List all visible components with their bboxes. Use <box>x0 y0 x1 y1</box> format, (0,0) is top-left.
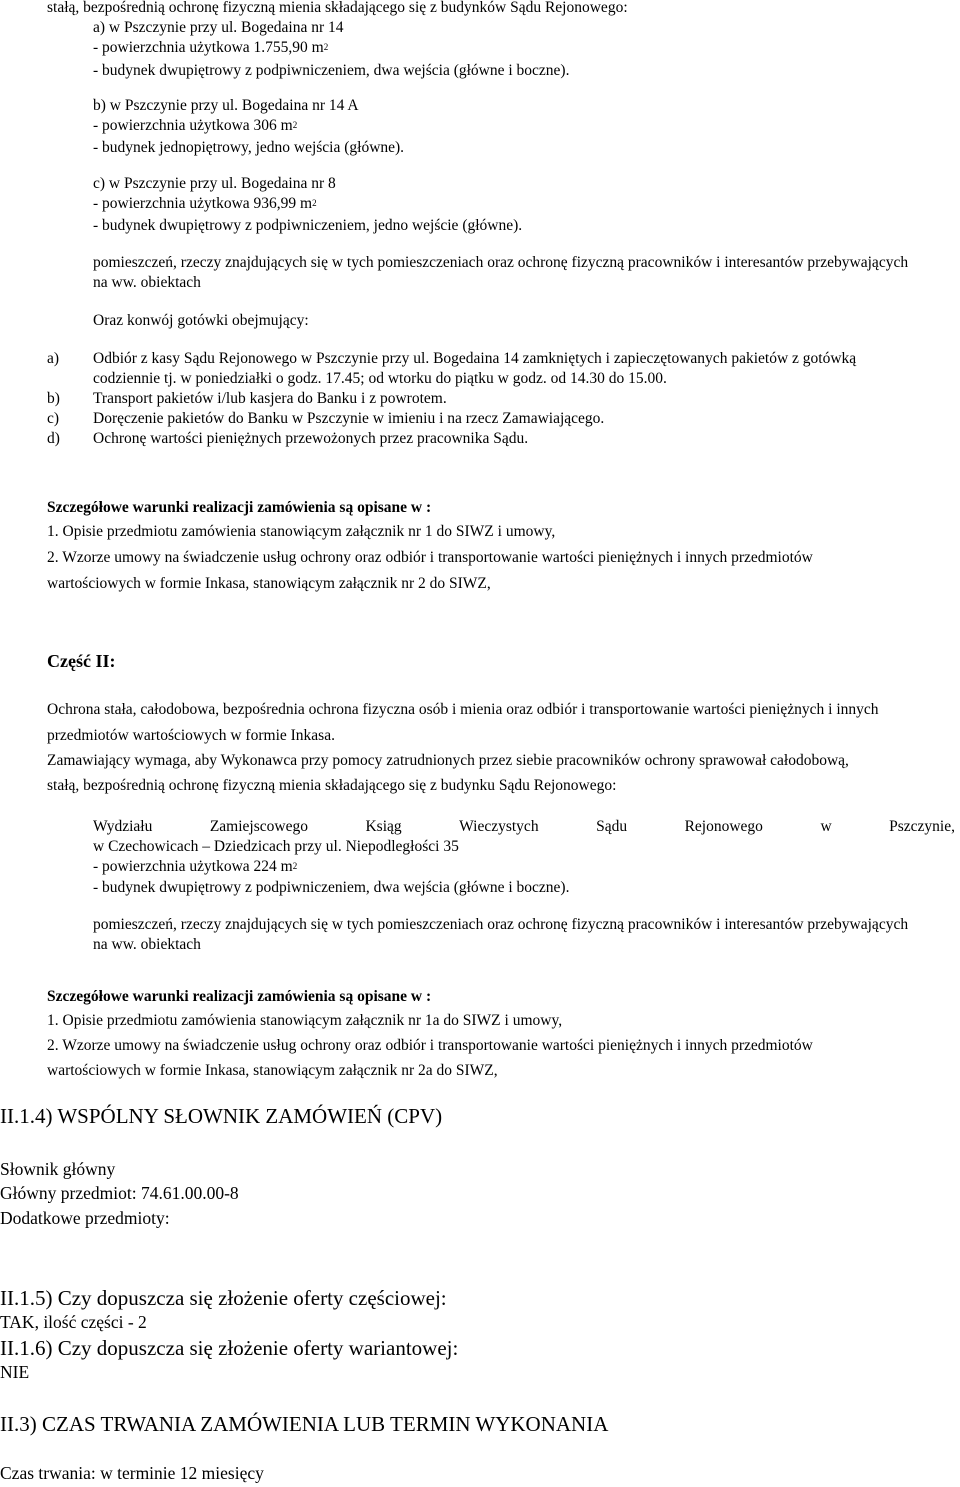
part2-heading: Część II: <box>47 651 116 671</box>
building-a-area: - powierzchnia użytkowa 1.755,90 $m^2$ <box>93 39 329 56</box>
rooms2-line-1: pomieszczeń, rzeczy znajdujących się w tych pomieszczeniach oraz ochronę fizyczną pracowników i interesantów przebywających <box>93 916 909 933</box>
cpv-additional-subjects: Dodatkowe przedmioty: <box>0 1208 170 1228</box>
convoy-item-d-line1: Ochronę wartości pieniężnych przewożonych przez pracownika Sądu. <box>93 430 529 447</box>
part2-para1-line-2: przedmiotów wartościowych w formie Inkasa. <box>47 727 335 744</box>
word: Sądu <box>596 818 628 835</box>
building-b-desc: - budynek jednopiętrowy, jedno wejścia (główne). <box>93 139 405 156</box>
details-heading-2: Szczegółowe warunki realizacji zamówienia są opisane w : <box>47 988 432 1005</box>
partial-offer-heading: II.1.5) Czy dopuszcza się złożenie oferty częściowej: <box>0 1286 447 1310</box>
variant-offer-answer: NIE <box>0 1362 30 1382</box>
building-a-desc: - budynek dwupiętrowy z podpiwniczeniem, dwa wejścia (główne i boczne). <box>93 62 570 79</box>
cpv-main-dictionary: Słownik główny <box>0 1159 116 1179</box>
part2-para2-line-2: stałą, bezpośrednią ochronę fizyczną mienia składającego się z budynku Sądu Rejonowego: <box>47 777 617 794</box>
word: Pszczynie, <box>889 818 955 835</box>
rooms-line-2: na ww. obiektach <box>93 274 201 291</box>
word: Rejonowego <box>684 818 763 835</box>
part2-building-area: - powierzchnia użytkowa 224 $m^2$ <box>93 858 298 875</box>
building-c-area: - powierzchnia użytkowa 936,99 $m^2$ <box>93 195 317 212</box>
convoy-intro: Oraz konwój gotówki obejmujący: <box>93 312 309 329</box>
convoy-item-a-line1: Odbiór z kasy Sądu Rejonowego w Pszczynie przy ul. Bogedaina 14 zamkniętych i zapieczętowanych pakietów z gotówką <box>93 350 857 367</box>
convoy-item-a-marker: a) <box>47 350 60 367</box>
word: Wieczystych <box>459 818 539 835</box>
duration-value: Czas trwania: w terminie 12 miesięcy <box>0 1463 264 1483</box>
convoy-item-c-marker: c) <box>47 410 60 427</box>
word: Wydziału <box>93 818 153 835</box>
convoy-item-b-line1: Transport pakietów i/lub kasjera do Banku i z powrotem. <box>93 390 447 407</box>
rooms-line-1: pomieszczeń, rzeczy znajdujących się w tych pomieszczeniach oraz ochronę fizyczną pracowników i interesantów przebywających <box>93 254 909 271</box>
word: Ksiąg <box>365 818 402 835</box>
partial-offer-answer: TAK, ilość części - 2 <box>0 1312 147 1332</box>
building-b-label: b) w Pszczynie przy ul. Bogedaina nr 14 A <box>93 97 359 114</box>
duration-heading: II.3) CZAS TRWANIA ZAMÓWIENIA LUB TERMIN WYKONANIA <box>0 1412 609 1436</box>
part2-building-desc: - budynek dwupiętrowy z podpiwniczeniem, dwa wejścia (główne i boczne). <box>93 879 570 896</box>
details-2-item-2-line-2: wartościowych w formie Inkasa, stanowiącym załącznik nr 2a do SIWZ, <box>47 1062 498 1079</box>
details-1-item-2-line-1: 2. Wzorze umowy na świadczenie usług ochrony oraz odbiór i transportowanie wartości pieniężnych i innych przedmiotów <box>47 549 813 566</box>
building-c-desc: - budynek dwupiętrowy z podpiwniczeniem, jedno wejście (główne). <box>93 217 523 234</box>
details-2-item-1: 1. Opisie przedmiotu zamówienia stanowiącym załącznik nr 1a do SIWZ i umowy, <box>47 1012 563 1029</box>
details-heading-1: Szczegółowe warunki realizacji zamówienia są opisane w : <box>47 499 432 516</box>
building-a-label: a) w Pszczynie przy ul. Bogedaina nr 14 <box>93 19 344 36</box>
rooms2-line-2: na ww. obiektach <box>93 936 201 953</box>
cpv-main-subject: Główny przedmiot: 74.61.00.00-8 <box>0 1183 239 1203</box>
intro-line: stałą, bezpośrednią ochronę fizyczną mienia składającego się z budynków Sądu Rejonowego: <box>47 0 628 16</box>
part2-building-line-1 <box>93 817 955 836</box>
variant-offer-heading: II.1.6) Czy dopuszcza się złożenie oferty wariantowej: <box>0 1336 459 1360</box>
cpv-heading: II.1.4) WSPÓLNY SŁOWNIK ZAMÓWIEŃ (CPV) <box>0 1104 443 1128</box>
building-c-label: c) w Pszczynie przy ul. Bogedaina nr 8 <box>93 175 336 192</box>
word: Zamiejscowego <box>209 818 308 835</box>
convoy-item-d-marker: d) <box>47 430 60 447</box>
part2-para2-line-1: Zamawiający wymaga, aby Wykonawca przy pomocy zatrudnionych przez siebie pracowników ochrony sprawował całodobową, <box>47 752 849 769</box>
building-b-area: - powierzchnia użytkowa 306 $m^2$ <box>93 117 298 134</box>
part2-building-line-2: w Czechowicach – Dziedzicach przy ul. Niepodległości 35 <box>93 838 459 855</box>
part2-para1-line-1: Ochrona stała, całodobowa, bezpośrednia ochrona fizyczna osób i mienia oraz odbiór i transportowanie wartości pieniężnych i innych <box>47 701 879 718</box>
convoy-item-b-marker: b) <box>47 390 60 407</box>
word: w <box>820 818 832 835</box>
details-1-item-2-line-2: wartościowych w formie Inkasa, stanowiącym załącznik nr 2 do SIWZ, <box>47 575 491 592</box>
details-2-item-2-line-1: 2. Wzorze umowy na świadczenie usług ochrony oraz odbiór i transportowanie wartości pieniężnych i innych przedmiotów <box>47 1037 813 1054</box>
details-1-item-1: 1. Opisie przedmiotu zamówienia stanowiącym załącznik nr 1 do SIWZ i umowy, <box>47 523 556 540</box>
convoy-item-c-line1: Doręczenie pakietów do Banku w Pszczynie w imieniu i na rzecz Zamawiającego. <box>93 410 605 427</box>
convoy-item-a-line2: codziennie tj. w poniedziałki o godz. 17.45; od wtorku do piątku w godz. od 14.30 do 15.00. <box>93 370 667 387</box>
